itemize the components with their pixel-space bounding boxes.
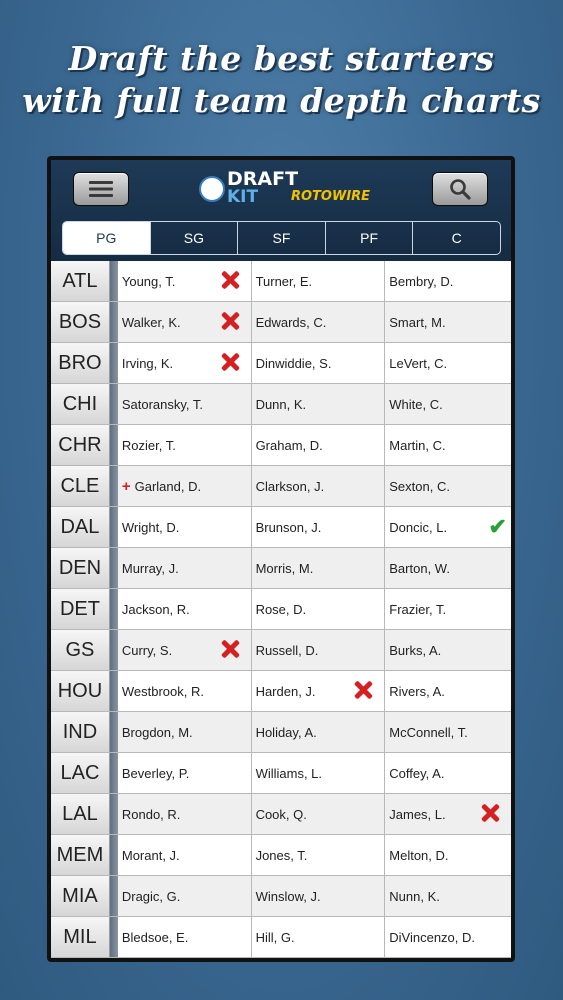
player-name: Satoransky, T.	[121, 396, 204, 412]
tab-pf[interactable]: PF	[325, 222, 413, 254]
team-label[interactable]: DET	[51, 589, 110, 629]
player-name: Russell, D.	[255, 642, 319, 658]
team-label[interactable]: HOU	[51, 671, 110, 711]
row-divider	[110, 671, 118, 711]
player-name: Irving, K.	[121, 355, 174, 371]
team-label[interactable]: DEN	[51, 548, 110, 588]
player-cell[interactable]	[118, 671, 252, 711]
player-cell[interactable]	[252, 917, 386, 957]
player-cell[interactable]	[385, 425, 511, 465]
player-name: Edwards, C.	[255, 314, 327, 330]
team-label[interactable]: MIA	[51, 876, 110, 916]
player-cell[interactable]	[118, 302, 252, 342]
player-name: Dunn, K.	[255, 396, 307, 412]
player-cell[interactable]	[252, 466, 386, 506]
player-cell[interactable]	[252, 425, 386, 465]
player-name: DiVincenzo, D.	[389, 929, 476, 945]
tab-sg[interactable]: SG	[150, 222, 238, 254]
row-divider	[110, 753, 118, 793]
player-name: Frazier, T.	[389, 601, 447, 617]
player-name: Cook, Q.	[255, 806, 307, 822]
row-divider	[110, 548, 118, 588]
player-cell[interactable]	[385, 835, 511, 875]
player-name: Bledsoe, E.	[121, 929, 189, 945]
promo-headline	[0, 38, 563, 122]
player-name: Curry, S.	[121, 642, 173, 658]
basketball-icon	[199, 176, 225, 202]
device-frame	[47, 156, 515, 962]
player-name: Harden, J.	[255, 683, 316, 699]
player-name: Dragic, G.	[121, 888, 181, 904]
logo-rotowire-text: ROTOWIRE	[291, 189, 371, 204]
hamburger-icon	[89, 180, 113, 198]
player-cell[interactable]	[252, 302, 386, 342]
team-row	[51, 302, 511, 343]
player-cell[interactable]	[118, 261, 252, 301]
row-divider	[110, 917, 118, 957]
row-divider	[110, 876, 118, 916]
player-name: Young, T.	[121, 273, 176, 289]
player-name: Martin, C.	[389, 437, 446, 453]
player-cell[interactable]	[118, 589, 252, 629]
player-cell[interactable]	[385, 671, 511, 711]
team-row	[51, 507, 511, 548]
row-divider	[110, 794, 118, 834]
player-cell[interactable]	[118, 343, 252, 383]
player-cell[interactable]	[385, 630, 511, 670]
player-cell[interactable]	[385, 794, 511, 834]
row-divider	[110, 261, 118, 301]
player-cell[interactable]	[385, 302, 511, 342]
team-label[interactable]: IND	[51, 712, 110, 752]
player-name: Rozier, T.	[121, 437, 176, 453]
team-row	[51, 630, 511, 671]
team-label[interactable]: CLE	[51, 466, 110, 506]
tab-sf[interactable]: SF	[237, 222, 325, 254]
player-name: Burks, A.	[389, 642, 442, 658]
player-name: White, C.	[389, 396, 443, 412]
team-label[interactable]: GS	[51, 630, 110, 670]
player-name: Melton, D.	[389, 847, 449, 863]
row-divider	[110, 343, 118, 383]
player-cell[interactable]	[252, 630, 386, 670]
player-cell[interactable]	[252, 384, 386, 424]
search-icon	[449, 178, 471, 200]
row-divider	[110, 589, 118, 629]
team-row	[51, 425, 511, 466]
player-cell[interactable]	[252, 343, 386, 383]
player-name: McConnell, T.	[389, 724, 468, 740]
player-cell[interactable]	[385, 712, 511, 752]
player-name: LeVert, C.	[389, 355, 448, 371]
player-cell[interactable]	[385, 917, 511, 957]
player-name: James, L.	[389, 806, 446, 822]
player-name: Rivers, A.	[389, 683, 445, 699]
player-name: Dinwiddie, S.	[255, 355, 332, 371]
player-cell[interactable]	[118, 548, 252, 588]
row-divider	[110, 835, 118, 875]
drafted-x-icon	[479, 802, 501, 824]
player-cell[interactable]	[118, 466, 252, 506]
row-divider	[110, 425, 118, 465]
team-row	[51, 712, 511, 753]
player-name: Brogdon, M.	[121, 724, 193, 740]
player-cell[interactable]	[385, 384, 511, 424]
player-name: Walker, K.	[121, 314, 181, 330]
team-row	[51, 343, 511, 384]
player-name: Sexton, C.	[389, 478, 450, 494]
player-name: Holiday, A.	[255, 724, 317, 740]
player-cell[interactable]	[385, 589, 511, 629]
player-name: Jackson, R.	[121, 601, 190, 617]
team-row	[51, 466, 511, 507]
tab-c[interactable]: C	[412, 222, 500, 254]
team-row	[51, 753, 511, 794]
draftkit-logo	[199, 170, 369, 210]
team-row	[51, 589, 511, 630]
logo-draft-text: DRAFT	[227, 168, 299, 190]
team-row	[51, 876, 511, 917]
player-name: Wright, D.	[121, 519, 180, 535]
team-label[interactable]: LAC	[51, 753, 110, 793]
injury-plus-icon: +	[121, 477, 131, 495]
player-cell[interactable]	[252, 261, 386, 301]
team-label[interactable]: ATL	[51, 261, 110, 301]
team-label[interactable]: MIL	[51, 917, 110, 957]
menu-button[interactable]	[73, 172, 129, 206]
player-name: Bembry, D.	[389, 273, 454, 289]
player-cell[interactable]	[118, 384, 252, 424]
player-cell[interactable]	[252, 589, 386, 629]
player-name: Doncic, L.	[389, 519, 448, 535]
player-cell[interactable]	[118, 917, 252, 957]
team-row	[51, 794, 511, 835]
player-cell[interactable]	[118, 835, 252, 875]
row-divider	[110, 630, 118, 670]
tab-pg[interactable]: PG	[63, 222, 150, 254]
player-cell[interactable]	[252, 876, 386, 916]
player-cell[interactable]	[252, 835, 386, 875]
player-name: Turner, E.	[255, 273, 313, 289]
team-row	[51, 384, 511, 425]
player-name: Graham, D.	[255, 437, 323, 453]
player-name: Morant, J.	[121, 847, 180, 863]
player-cell[interactable]	[118, 876, 252, 916]
team-row	[51, 671, 511, 712]
row-divider	[110, 302, 118, 342]
player-cell[interactable]	[252, 507, 386, 547]
player-name: Williams, L.	[255, 765, 323, 781]
player-cell[interactable]	[385, 261, 511, 301]
player-cell[interactable]	[252, 548, 386, 588]
drafted-x-icon	[352, 679, 374, 701]
player-cell[interactable]	[252, 794, 386, 834]
player-cell[interactable]	[385, 343, 511, 383]
player-name: Barton, W.	[389, 560, 450, 576]
drafted-x-icon	[219, 638, 241, 660]
player-cell[interactable]	[118, 630, 252, 670]
player-name: Brunson, J.	[255, 519, 322, 535]
player-cell[interactable]	[118, 425, 252, 465]
player-cell[interactable]	[118, 507, 252, 547]
player-name: Winslow, J.	[255, 888, 321, 904]
player-name: Coffey, A.	[389, 765, 445, 781]
player-name: Morris, M.	[255, 560, 314, 576]
player-name: Jones, T.	[255, 847, 308, 863]
team-row	[51, 261, 511, 302]
player-name: Smart, M.	[389, 314, 446, 330]
player-cell[interactable]	[385, 507, 511, 547]
player-cell[interactable]	[252, 712, 386, 752]
team-row	[51, 835, 511, 876]
player-name: Beverley, P.	[121, 765, 190, 781]
row-divider	[110, 384, 118, 424]
row-divider	[110, 507, 118, 547]
player-cell[interactable]	[118, 753, 252, 793]
logo-kit-text: KIT	[227, 187, 259, 207]
team-row	[51, 917, 511, 958]
drafted-x-icon	[219, 351, 241, 373]
team-row	[51, 548, 511, 589]
player-name: Rose, D.	[255, 601, 307, 617]
headline-line-2: with full team depth charts	[22, 81, 541, 120]
row-divider	[110, 712, 118, 752]
team-label[interactable]: DAL	[51, 507, 110, 547]
player-cell[interactable]	[385, 876, 511, 916]
player-name: Hill, G.	[255, 929, 295, 945]
player-cell[interactable]	[385, 466, 511, 506]
player-name: Westbrook, R.	[121, 683, 204, 699]
team-label[interactable]: MEM	[51, 835, 110, 875]
player-cell[interactable]	[252, 753, 386, 793]
row-divider	[110, 466, 118, 506]
team-label[interactable]: CHI	[51, 384, 110, 424]
player-cell[interactable]	[118, 794, 252, 834]
player-cell[interactable]	[118, 712, 252, 752]
player-cell[interactable]	[252, 671, 386, 711]
player-cell[interactable]	[385, 548, 511, 588]
player-name: Rondo, R.	[121, 806, 181, 822]
team-label[interactable]: CHR	[51, 425, 110, 465]
player-name: Garland, D.	[134, 478, 202, 494]
team-label[interactable]: BRO	[51, 343, 110, 383]
player-name: Nunn, K.	[389, 888, 440, 904]
search-button[interactable]	[432, 172, 488, 206]
player-name: Clarkson, J.	[255, 478, 325, 494]
drafted-x-icon	[219, 310, 241, 332]
drafted-x-icon	[219, 269, 241, 291]
app-screen	[51, 160, 511, 958]
position-tabs	[62, 221, 501, 255]
player-name: Murray, J.	[121, 560, 179, 576]
my-pick-check-icon: ✔	[488, 514, 507, 539]
headline-line-1: Draft the best starters	[68, 39, 495, 78]
depth-chart-grid	[51, 261, 511, 958]
team-label[interactable]: BOS	[51, 302, 110, 342]
team-label[interactable]: LAL	[51, 794, 110, 834]
app-header	[51, 160, 511, 261]
player-cell[interactable]	[385, 753, 511, 793]
